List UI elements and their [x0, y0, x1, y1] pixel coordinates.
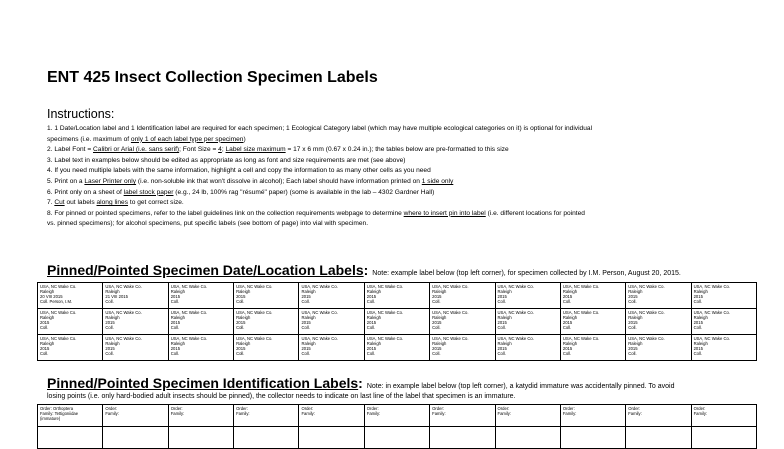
- label-line: USA, NC Wake Co.: [105, 310, 142, 315]
- label-line: 2015: [693, 346, 703, 352]
- label-line: Raleigh: [693, 341, 708, 347]
- label-line: Raleigh: [366, 315, 381, 321]
- section1-heading: [47, 262, 681, 280]
- label-line: Order:: [562, 406, 575, 411]
- label-cell[interactable]: [103, 335, 168, 361]
- label-cell[interactable]: [560, 427, 625, 449]
- label-line: Order:: [628, 406, 641, 411]
- label-line: Family: Tettigoniidae: [40, 411, 79, 417]
- instruction-underlined-text: where to insert pin into label: [403, 209, 486, 217]
- label-line: Raleigh: [562, 315, 578, 321]
- label-cell[interactable]: [560, 335, 625, 361]
- label-cell[interactable]: [430, 309, 495, 335]
- label-line: Coll.: [693, 299, 702, 305]
- label-line: 2015: [301, 320, 311, 326]
- label-cell[interactable]: [430, 427, 495, 449]
- instruction-text: 2. Label Font =: [47, 146, 94, 154]
- label-line: Order:: [366, 406, 379, 411]
- instruction-underlined-text: Calibri or Arial (i.e. sans serif): [93, 146, 180, 154]
- label-line: 2015: [628, 346, 638, 352]
- label-line: Raleigh: [236, 341, 251, 347]
- label-line: 2015: [432, 294, 442, 300]
- label-line: 2015: [628, 320, 638, 326]
- label-line: USA, NC Wake Co.: [432, 336, 469, 341]
- label-line: Raleigh: [366, 341, 381, 347]
- label-line: 2015: [628, 294, 638, 300]
- label-cell[interactable]: [495, 427, 560, 449]
- instruction-line: [47, 166, 747, 177]
- label-line: Coll.: [628, 325, 637, 331]
- label-line: Coll.: [628, 351, 637, 357]
- label-line: Raleigh: [432, 341, 447, 347]
- label-line: Order:: [105, 406, 118, 411]
- label-line: USA, NC Wake Co.: [366, 336, 404, 341]
- label-line: Coll.: [497, 325, 506, 331]
- label-cell[interactable]: [364, 335, 429, 361]
- label-line: Raleigh: [105, 315, 120, 321]
- instruction-line: [47, 124, 747, 135]
- label-cell[interactable]: [299, 405, 364, 427]
- section2-colon: :: [358, 375, 363, 391]
- instruction-text: (e.g., 24 lb, 100% rag "résumé" paper) (some is available in the lab – 4302 Gardner Hall): [173, 188, 435, 196]
- label-line: Family:: [105, 411, 119, 417]
- label-cell[interactable]: [168, 405, 233, 427]
- label-line: USA, NC Wake Co.: [693, 336, 730, 341]
- label-line: Raleigh: [432, 289, 447, 295]
- label-line: 21 VIII 2015: [105, 294, 128, 300]
- date-location-label-table: [37, 282, 757, 361]
- label-line: Order:: [301, 406, 314, 411]
- label-line: Family:: [170, 411, 185, 417]
- instruction-text: = 17 x 6 mm (0.67 x 0.24 in.); the tables below are pre-formatted to this size: [285, 146, 509, 154]
- instruction-line: [47, 145, 747, 156]
- label-cell[interactable]: [495, 309, 560, 335]
- label-line: Order: Orthoptera: [40, 406, 74, 411]
- label-line: USA, NC Wake Co.: [236, 284, 273, 289]
- label-line: 2015: [562, 294, 573, 300]
- label-line: USA, NC Wake Co.: [497, 284, 534, 289]
- instruction-text: 8. For pinned or pointed specimens, refer to the label guidelines link on the collection requirements webpage to determine: [47, 209, 404, 217]
- instruction-text: (i.e. non-soluble ink that won't dissolve in alcohol); Each label should have information printed on: [136, 177, 422, 185]
- instruction-text: 1. 1 Date/Location label and 1 Identification label are required for each specimen; 1 Ecological Category label (which may have multiple ecological categories on it) is optional for individual: [47, 125, 593, 132]
- instruction-line: [47, 198, 747, 209]
- instruction-text: vs. pinned specimens); for alcohol specimens, put specific labels (see bottom of page) into vial with specimen.: [47, 220, 369, 228]
- label-line: Coll.: [562, 351, 572, 357]
- label-line: Coll.: [301, 299, 310, 305]
- label-line: Family:: [693, 411, 708, 417]
- label-cell[interactable]: [364, 405, 429, 427]
- section1-note: Note: example label below (top left corner), for specimen collected by I.M. Person, August 20, 2015.: [372, 270, 681, 277]
- label-cell[interactable]: [168, 309, 233, 335]
- label-line: 2015: [105, 346, 115, 352]
- label-cell[interactable]: [103, 405, 168, 427]
- label-line: 2015: [497, 346, 507, 352]
- label-line: USA, NC Wake Co.: [628, 310, 665, 315]
- instruction-text: 6. Print only on a sheet of: [47, 188, 124, 196]
- label-line: Raleigh: [170, 315, 185, 321]
- label-line: 2015: [170, 320, 181, 326]
- label-line: USA, NC Wake Co.: [432, 284, 469, 289]
- label-line: USA, NC Wake Co.: [693, 284, 730, 289]
- section2-title: Pinned/Pointed Specimen Identification Labels: [47, 375, 359, 391]
- label-line: 2015: [497, 320, 507, 326]
- label-line: Coll.: [432, 351, 441, 357]
- label-cell[interactable]: [495, 405, 560, 427]
- label-cell[interactable]: [234, 335, 299, 361]
- label-line: Family:: [432, 411, 446, 417]
- label-cell[interactable]: [234, 427, 299, 449]
- label-row: [38, 405, 757, 427]
- label-cell[interactable]: [560, 283, 625, 309]
- label-line: Coll.: [170, 325, 180, 331]
- label-line: Coll.: [366, 299, 376, 305]
- instruction-underlined-text: Laser Printer only: [84, 177, 137, 185]
- label-line: Order:: [693, 406, 706, 411]
- label-cell[interactable]: [560, 405, 625, 427]
- label-line: Coll.: [105, 299, 114, 305]
- label-line: Coll.: [497, 299, 506, 305]
- instruction-text: 7.: [47, 199, 55, 207]
- label-cell[interactable]: [299, 335, 364, 361]
- section2-heading: [47, 375, 675, 393]
- label-line: Coll.: [366, 325, 376, 331]
- identification-label-table: [37, 404, 757, 449]
- label-line: 2015: [301, 346, 311, 352]
- label-line: 2015: [170, 346, 181, 352]
- label-line: Raleigh: [236, 315, 251, 321]
- label-cell[interactable]: [234, 405, 299, 427]
- label-line: USA, NC Wake Co.: [105, 284, 142, 289]
- label-line: Raleigh: [562, 289, 578, 295]
- label-line: USA, NC Wake Co.: [40, 336, 77, 341]
- instruction-text: ; Font Size =: [179, 146, 219, 154]
- label-cell[interactable]: [626, 309, 691, 335]
- instruction-text: ;: [221, 146, 226, 154]
- label-cell[interactable]: [691, 283, 756, 309]
- label-line: USA, NC Wake Co.: [497, 336, 534, 341]
- label-line: 20 VIII 2015: [40, 294, 63, 300]
- section1-colon: :: [363, 262, 369, 278]
- label-row: [38, 427, 757, 449]
- label-line: USA, NC Wake Co.: [40, 310, 77, 315]
- label-line: USA, NC Wake Co.: [562, 284, 600, 289]
- label-line: Family:: [628, 411, 642, 417]
- label-line: 2015: [236, 346, 246, 352]
- label-line: USA, NC Wake Co.: [170, 310, 208, 315]
- label-cell[interactable]: [560, 309, 625, 335]
- label-cell[interactable]: [38, 427, 103, 449]
- label-line: 2015: [562, 320, 573, 326]
- label-cell[interactable]: [691, 405, 756, 427]
- label-line: Raleigh: [40, 341, 55, 347]
- label-cell[interactable]: [103, 427, 168, 449]
- label-line: 2015: [236, 294, 246, 300]
- label-line: USA, NC Wake Co.: [301, 336, 338, 341]
- label-cell[interactable]: [691, 309, 756, 335]
- label-line: Family:: [366, 411, 381, 417]
- label-line: Raleigh: [628, 315, 643, 321]
- label-line: Raleigh: [366, 289, 381, 295]
- label-line: USA, NC Wake Co.: [562, 336, 600, 341]
- label-line: 2015: [497, 294, 507, 300]
- label-cell[interactable]: [691, 427, 756, 449]
- label-cell[interactable]: [299, 309, 364, 335]
- label-cell[interactable]: [103, 283, 168, 309]
- label-line: Coll.: [366, 351, 376, 357]
- label-line: 2015: [693, 320, 703, 326]
- label-line: Raleigh: [301, 341, 316, 347]
- instruction-underlined-text: 4: [218, 146, 222, 154]
- label-line: Coll.: [628, 299, 637, 305]
- instructions-heading: Instructions:: [47, 107, 115, 121]
- instruction-underlined-text: only 1 of each label type per specimen: [130, 135, 244, 143]
- label-line: Raleigh: [497, 289, 512, 295]
- label-line: USA, NC Wake Co.: [40, 284, 77, 289]
- label-cell[interactable]: [430, 335, 495, 361]
- label-line: 2015: [432, 320, 442, 326]
- instruction-text: 3. Label text in examples below should be edited as appropriate as long as font and size requirements are met (see above): [47, 156, 406, 164]
- label-line: 2015: [236, 320, 246, 326]
- label-line: USA, NC Wake Co.: [628, 284, 665, 289]
- label-line: Raleigh: [432, 315, 447, 321]
- label-line: 2015: [105, 320, 115, 326]
- label-line: USA, NC Wake Co.: [236, 310, 273, 315]
- label-cell[interactable]: [495, 335, 560, 361]
- label-line: Coll.: [236, 325, 245, 331]
- instruction-line: [47, 188, 747, 199]
- instruction-underlined-text: 1 side only: [421, 177, 454, 185]
- label-line: Raleigh: [40, 315, 55, 321]
- instruction-underlined-text: along lines: [96, 199, 129, 207]
- label-line: Coll.: [105, 351, 114, 357]
- label-line: Family:: [301, 411, 315, 417]
- label-line: USA, NC Wake Co.: [366, 284, 404, 289]
- label-line: Raleigh: [40, 289, 55, 295]
- label-line: 2015: [432, 346, 442, 352]
- label-line: Coll.: [432, 299, 441, 305]
- label-cell[interactable]: [626, 427, 691, 449]
- label-line: 2015: [40, 346, 50, 352]
- instruction-text: 5. Print on a: [47, 177, 85, 185]
- label-line: Family:: [497, 411, 512, 417]
- label-line: Raleigh: [105, 289, 120, 295]
- label-line: USA, NC Wake Co.: [105, 336, 142, 341]
- label-cell[interactable]: [168, 335, 233, 361]
- label-line: Coll.: [236, 299, 245, 305]
- label-line: Raleigh: [693, 315, 708, 321]
- label-line: Raleigh: [562, 341, 578, 347]
- label-line: Coll.: [236, 351, 245, 357]
- instructions-list: [47, 124, 747, 230]
- label-line: Order:: [236, 406, 248, 411]
- label-line: Order:: [497, 406, 510, 411]
- label-cell[interactable]: [626, 283, 691, 309]
- section2-note-line2: losing points (i.e. only hard-bodied adult insects should be pinned), the collector needs to indicate on last line of the label that specimen is an immature.: [47, 393, 516, 400]
- instruction-text: ): [243, 135, 246, 143]
- instruction-underlined-text: label stock paper: [123, 188, 174, 196]
- label-line: USA, NC Wake Co.: [366, 310, 404, 315]
- label-line: Coll. Person, I.M.: [40, 299, 73, 305]
- label-line: (immature): [40, 416, 61, 422]
- label-line: 2015: [366, 346, 377, 352]
- label-cell[interactable]: [364, 427, 429, 449]
- label-cell[interactable]: [691, 335, 756, 361]
- label-line: 2015: [40, 320, 50, 326]
- label-row: [38, 283, 757, 309]
- label-line: Raleigh: [693, 289, 708, 295]
- label-line: USA, NC Wake Co.: [432, 310, 469, 315]
- instruction-text: to get correct size.: [128, 199, 184, 207]
- label-line: Raleigh: [236, 289, 251, 295]
- instruction-text: specimens (i.e. maximum of: [47, 135, 131, 143]
- label-line: Order:: [432, 406, 445, 411]
- label-cell[interactable]: [299, 283, 364, 309]
- label-line: Raleigh: [301, 289, 316, 295]
- label-cell[interactable]: [38, 405, 103, 427]
- label-line: USA, NC Wake Co.: [497, 310, 534, 315]
- label-line: USA, NC Wake Co.: [301, 284, 338, 289]
- label-cell[interactable]: [168, 283, 233, 309]
- label-line: Raleigh: [301, 315, 316, 321]
- label-cell[interactable]: [495, 283, 560, 309]
- label-line: Coll.: [40, 325, 49, 331]
- label-line: Raleigh: [628, 289, 643, 295]
- label-line: 2015: [301, 294, 311, 300]
- label-line: Coll.: [40, 351, 49, 357]
- label-cell[interactable]: [38, 309, 103, 335]
- instruction-line: [47, 219, 747, 230]
- label-line: USA, NC Wake Co.: [562, 310, 600, 315]
- label-line: Raleigh: [497, 315, 512, 321]
- label-line: Coll.: [301, 325, 310, 331]
- label-line: Coll.: [693, 325, 702, 331]
- document-title: ENT 425 Insect Collection Specimen Labels: [47, 69, 378, 86]
- instruction-line: [47, 209, 747, 220]
- label-cell[interactable]: [364, 309, 429, 335]
- label-row: [38, 309, 757, 335]
- label-line: Coll.: [693, 351, 702, 357]
- label-cell[interactable]: [430, 405, 495, 427]
- label-cell[interactable]: [234, 309, 299, 335]
- label-cell[interactable]: [103, 309, 168, 335]
- label-line: USA, NC Wake Co.: [628, 336, 665, 341]
- label-line: Coll.: [562, 299, 572, 305]
- label-line: Coll.: [562, 325, 572, 331]
- label-line: Coll.: [105, 325, 114, 331]
- label-line: 2015: [562, 346, 573, 352]
- instruction-text: out labels: [64, 199, 97, 207]
- label-cell[interactable]: [234, 283, 299, 309]
- label-line: Raleigh: [105, 341, 120, 347]
- label-cell[interactable]: [364, 283, 429, 309]
- label-cell[interactable]: [38, 335, 103, 361]
- label-cell[interactable]: [626, 405, 691, 427]
- label-line: USA, NC Wake Co.: [170, 336, 208, 341]
- label-line: 2015: [170, 294, 181, 300]
- label-cell[interactable]: [626, 335, 691, 361]
- label-cell[interactable]: [430, 283, 495, 309]
- label-line: 2015: [366, 294, 377, 300]
- label-line: 2015: [366, 320, 377, 326]
- section1-title: Pinned/Pointed Specimen Date/Location Labels: [47, 262, 364, 278]
- instruction-underlined-text: Label size maximum: [225, 146, 286, 154]
- label-line: USA, NC Wake Co.: [301, 310, 338, 315]
- instruction-text: 4. If you need multiple labels with the same information, highlight a cell and copy the information to as many other cells as you need: [47, 167, 431, 175]
- label-line: Family:: [236, 411, 250, 417]
- label-line: 2015: [693, 294, 703, 300]
- label-line: Order:: [170, 406, 183, 411]
- label-cell[interactable]: [38, 283, 103, 309]
- label-cell[interactable]: [299, 427, 364, 449]
- instruction-line: [47, 156, 747, 167]
- label-cell[interactable]: [168, 427, 233, 449]
- label-line: USA, NC Wake Co.: [236, 336, 273, 341]
- label-line: Raleigh: [497, 341, 512, 347]
- label-line: Family:: [562, 411, 577, 417]
- label-line: USA, NC Wake Co.: [170, 284, 208, 289]
- instruction-text: (i.e. different locations for pointed: [485, 209, 585, 217]
- label-line: Raleigh: [628, 341, 643, 347]
- label-line: Coll.: [497, 351, 506, 357]
- section2-note-line1: Note: in example label below (top left corner), a katydid immature was accidentally pinned. To avoid: [366, 383, 675, 390]
- instruction-underlined-text: Cut: [54, 199, 65, 207]
- label-line: Coll.: [170, 351, 180, 357]
- instruction-line: [47, 135, 747, 146]
- label-line: Coll.: [301, 351, 310, 357]
- label-line: Raleigh: [170, 341, 185, 347]
- label-line: Coll.: [170, 299, 180, 305]
- label-line: Coll.: [432, 325, 441, 331]
- label-line: USA, NC Wake Co.: [693, 310, 730, 315]
- instruction-line: [47, 177, 747, 188]
- label-row: [38, 335, 757, 361]
- label-line: Raleigh: [170, 289, 185, 295]
